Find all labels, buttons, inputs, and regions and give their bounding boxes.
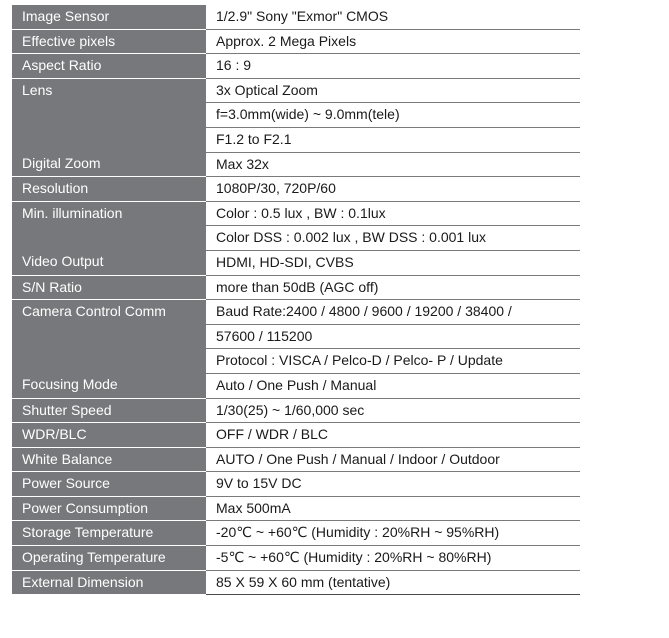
spec-label-wdr-blc: WDR/BLC: [12, 423, 206, 448]
spec-label-external-dimension: External Dimension: [12, 570, 206, 595]
spec-row: [12, 78, 580, 103]
spec-table: [12, 5, 580, 595]
spec-label-s-n-ratio: S/N Ratio: [12, 275, 206, 300]
spec-value-image-sensor: 1/2.9" Sony "Exmor" CMOS: [206, 5, 580, 29]
spec-value-resolution: 1080P/30, 720P/60: [206, 177, 580, 202]
spec-label-effective-pixels: Effective pixels: [12, 29, 206, 54]
spec-value-storage-temperature: -20℃ ~ +60℃ (Humidity : 20%RH ~ 95%RH): [206, 521, 580, 546]
spec-row: [12, 29, 580, 54]
spec-value-power-consumption: Max 500mA: [206, 496, 580, 521]
spec-row: [12, 5, 580, 29]
spec-row: [12, 300, 580, 325]
spec-row: [12, 472, 580, 497]
spec-row: [12, 496, 580, 521]
spec-value-aspect-ratio: 16 : 9: [206, 54, 580, 79]
spec-value-wdr-blc: OFF / WDR / BLC: [206, 423, 580, 448]
spec-row: [12, 54, 580, 79]
spec-table-body: [12, 5, 580, 595]
spec-label-power-source: Power Source: [12, 472, 206, 497]
spec-value-camera-control-comm: Protocol : VISCA / Pelco-D / Pelco- P / Update: [206, 349, 580, 374]
spec-value-digital-zoom: Max 32x: [206, 152, 580, 177]
spec-row: [12, 177, 580, 202]
spec-label-image-sensor: Image Sensor: [12, 5, 206, 29]
spec-row: [12, 423, 580, 448]
spec-value-min-illumination: Color DSS : 0.002 lux , BW DSS : 0.001 lux: [206, 226, 580, 251]
spec-label-min-illumination: Min. illumination: [12, 201, 206, 250]
spec-value-operating-temperature: -5℃ ~ +60℃ (Humidity : 20%RH ~ 80%RH): [206, 546, 580, 571]
spec-value-effective-pixels: Approx. 2 Mega Pixels: [206, 29, 580, 54]
spec-label-white-balance: White Balance: [12, 447, 206, 472]
spec-value-lens: F1.2 to F2.1: [206, 127, 580, 152]
spec-row: [12, 250, 580, 275]
spec-label-power-consumption: Power Consumption: [12, 496, 206, 521]
spec-value-lens: f=3.0mm(wide) ~ 9.0mm(tele): [206, 103, 580, 128]
spec-label-resolution: Resolution: [12, 177, 206, 202]
spec-label-shutter-speed: Shutter Speed: [12, 398, 206, 423]
spec-value-camera-control-comm: 57600 / 115200: [206, 324, 580, 349]
spec-label-operating-temperature: Operating Temperature: [12, 546, 206, 571]
spec-label-aspect-ratio: Aspect Ratio: [12, 54, 206, 79]
spec-value-shutter-speed: 1/30(25) ~ 1/60,000 sec: [206, 398, 580, 423]
spec-row: [12, 521, 580, 546]
spec-label-video-output: Video Output: [12, 250, 206, 275]
spec-row: [12, 398, 580, 423]
spec-value-external-dimension: 85 X 59 X 60 mm (tentative): [206, 570, 580, 595]
spec-value-focusing-mode: Auto / One Push / Manual: [206, 373, 580, 398]
spec-row: [12, 152, 580, 177]
spec-row: [12, 201, 580, 226]
spec-value-video-output: HDMI, HD-SDI, CVBS: [206, 250, 580, 275]
spec-value-white-balance: AUTO / One Push / Manual / Indoor / Outdoor: [206, 447, 580, 472]
spec-label-focusing-mode: Focusing Mode: [12, 373, 206, 398]
spec-value-min-illumination: Color : 0.5 lux , BW : 0.1lux: [206, 201, 580, 226]
spec-value-lens: 3x Optical Zoom: [206, 78, 580, 103]
spec-row: [12, 447, 580, 472]
spec-label-digital-zoom: Digital Zoom: [12, 152, 206, 177]
spec-value-s-n-ratio: more than 50dB (AGC off): [206, 275, 580, 300]
spec-row: [12, 373, 580, 398]
spec-label-storage-temperature: Storage Temperature: [12, 521, 206, 546]
spec-value-power-source: 9V to 15V DC: [206, 472, 580, 497]
spec-row: [12, 275, 580, 300]
spec-row: [12, 570, 580, 595]
spec-label-lens: Lens: [12, 78, 206, 152]
spec-value-camera-control-comm: Baud Rate:2400 / 4800 / 9600 / 19200 / 38400 /: [206, 300, 580, 325]
spec-label-camera-control-comm: Camera Control Comm: [12, 300, 206, 374]
spec-row: [12, 546, 580, 571]
